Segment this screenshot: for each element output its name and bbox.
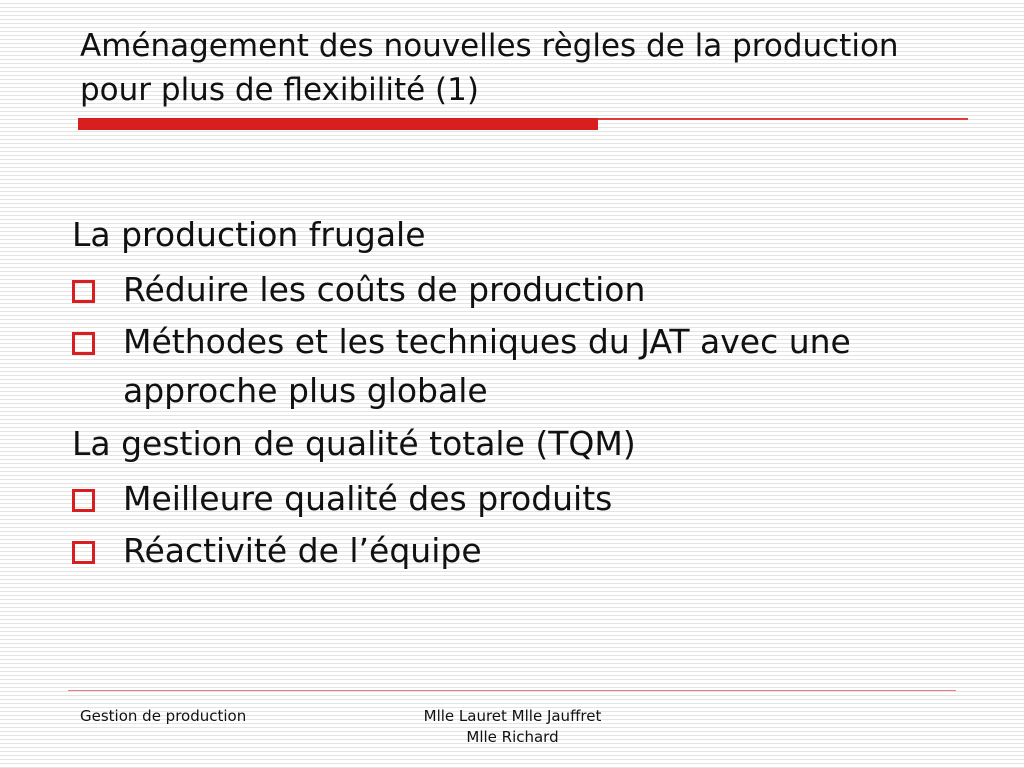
hollow-square-bullet-icon [72, 332, 95, 355]
footer-divider [68, 690, 956, 691]
list-item-text: Meilleure qualité des produits [123, 479, 613, 518]
footer-authors-line1: Mlle Lauret Mlle Jauffret [423, 707, 602, 725]
footer-authors-line2: Mlle Richard [466, 728, 559, 746]
list-item-text: Méthodes et les techniques du JAT avec une approche plus globale [123, 322, 851, 410]
title-underline-rule [598, 118, 968, 120]
list-item [72, 317, 962, 415]
slide-title: Aménagement des nouvelles règles de la production pour plus de flexibilité (1) [80, 28, 899, 108]
title-underline-accent [78, 118, 598, 130]
list-item [72, 526, 962, 575]
hollow-square-bullet-icon [72, 489, 95, 512]
section-heading: La production frugale [72, 215, 426, 254]
list-item [72, 265, 962, 314]
section-lean-production [72, 208, 962, 415]
section-heading: La gestion de qualité totale (TQM) [72, 424, 636, 463]
hollow-square-bullet-icon [72, 541, 95, 564]
footer-authors [380, 706, 645, 748]
list-item [72, 474, 962, 523]
hollow-square-bullet-icon [72, 280, 95, 303]
list-item-text: Réactivité de l’équipe [123, 531, 482, 570]
section-tqm [72, 417, 962, 575]
list-item-text: Réduire les coûts de production [123, 270, 646, 309]
footer-course-name: Gestion de production [80, 707, 247, 725]
slide-content [72, 208, 962, 577]
